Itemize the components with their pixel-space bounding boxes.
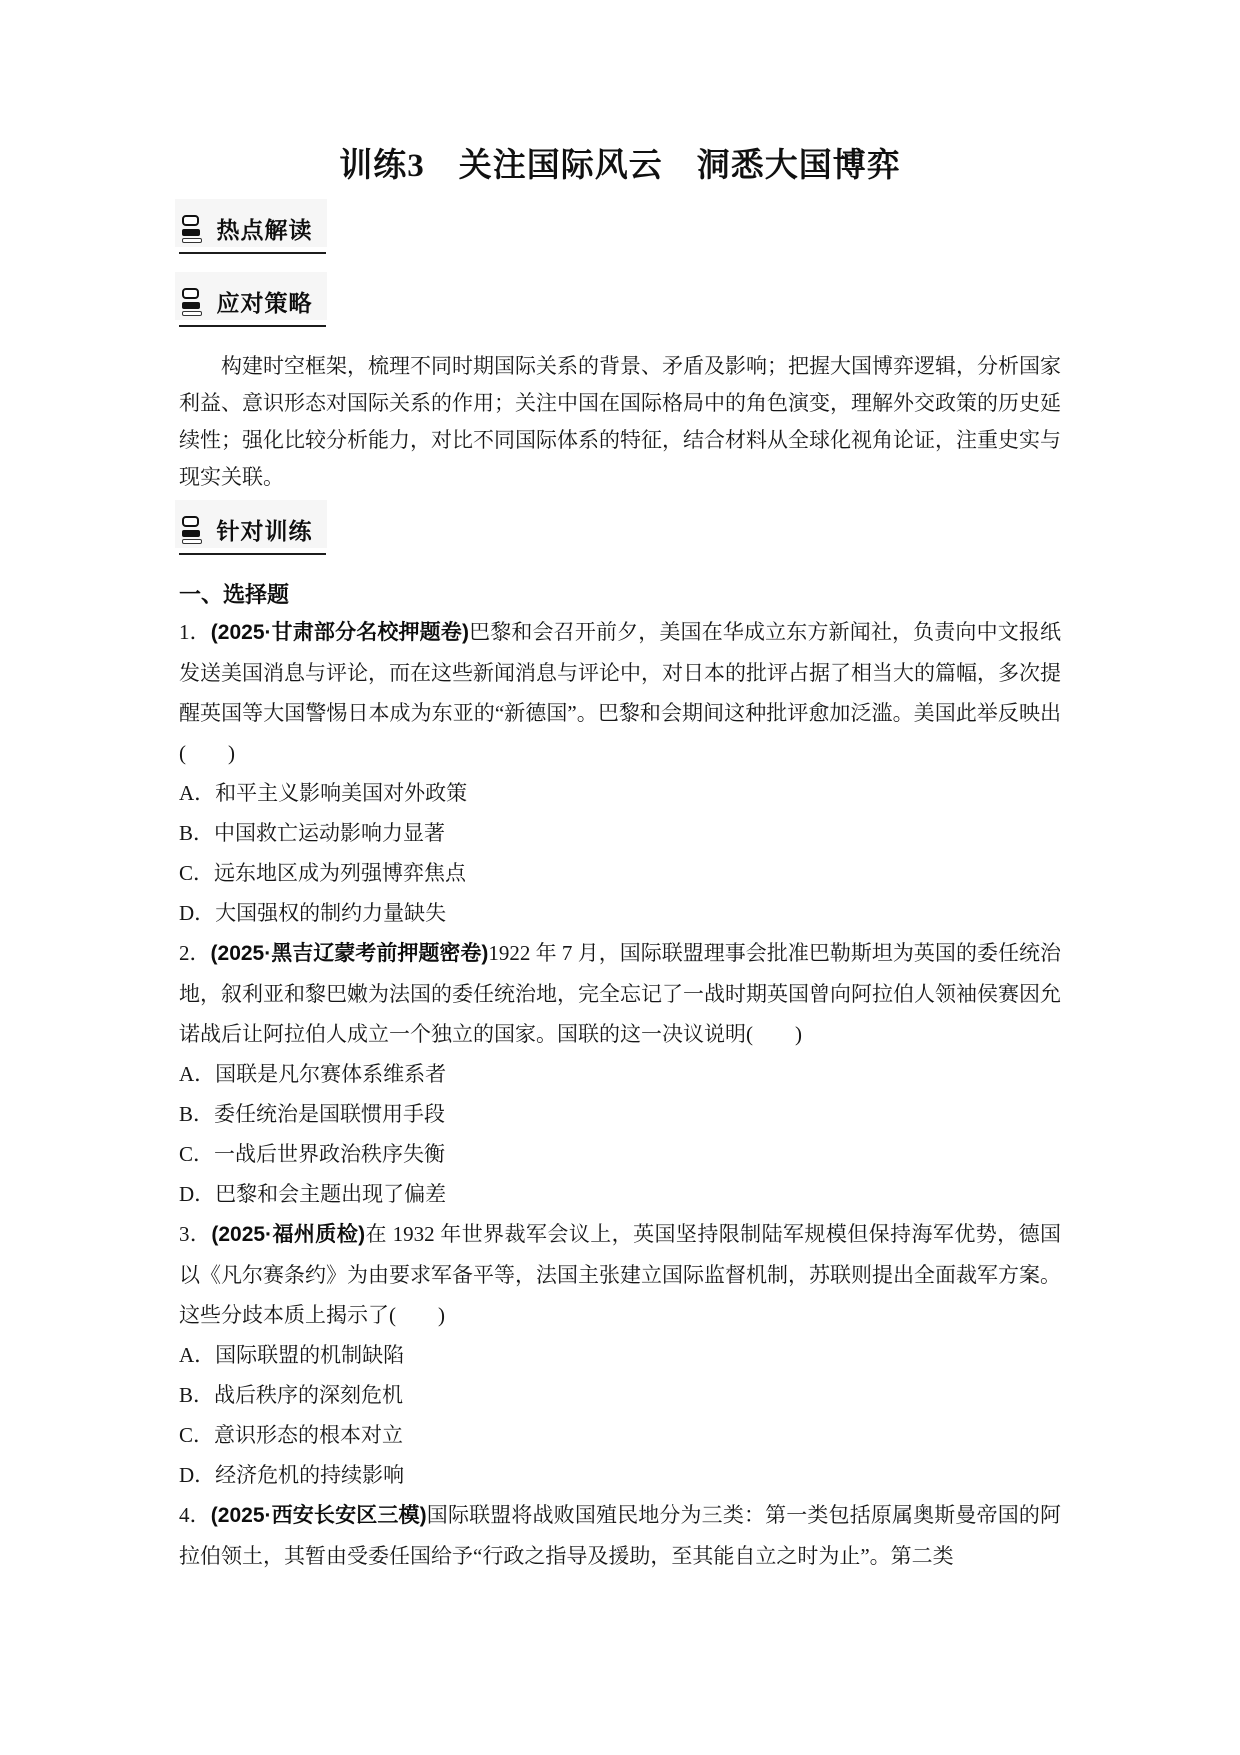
booklet-icon-band [182,229,200,236]
choice-section-heading: 一、选择题 [179,582,290,607]
booklet-icon-band [182,530,200,537]
question-number: 3． [179,1222,212,1246]
question-source: (2025·福州质检) [211,1223,366,1246]
booklet-icon-band [182,302,200,309]
strategy-paragraph: 构建时空框架，梳理不同时期国际关系的背景、矛盾及影响；把握大国博弈逻辑，分析国家利益、意识形态对国际关系的作用；关注中国在国际格局中的角色演变，理解外交政策的历史延续性；强化比较分析能力，对比不同国际体系的特征，结合材料从全球化视角论证，注重史实与现实关联。 [179,354,1061,489]
question-number: 2． [179,941,211,965]
question-3-option-d: D．经济危机的持续影响 [179,1463,405,1487]
question-number: 4． [179,1503,211,1527]
section-title-strategy: 应对策略 [216,290,313,316]
question-text: 在 1932 年世界裁军会议上，英国坚持限制陆军规模但保持海军优势，德国以《凡尔赛条约》为由要求军备平等，法国主张建立国际监督机制，苏联则提出全面裁军方案。这些分歧本质上揭示了( ) [179,1222,1062,1327]
question-4-stem [179,1495,1061,1576]
question-2-stem [179,933,1061,1054]
page-title: 训练3 关注国际风云 洞悉大国博弈 [339,148,901,184]
section-header-strategy [179,288,326,327]
section-strategy [179,288,1061,327]
question-1-option-a: A．和平主义影响美国对外政策 [179,781,468,805]
document-content [179,0,1061,1576]
booklet-icon [181,215,201,242]
section-header-practice [179,516,326,555]
question-list [179,612,1061,1576]
question-source: (2025·甘肃部分名校押题卷) [210,621,469,644]
booklet-icon-base [182,539,202,544]
booklet-icon [181,288,201,315]
question-3-option-a: A．国际联盟的机制缺陷 [179,1343,405,1367]
question-2 [179,933,1061,1214]
section-title-hotspot: 热点解读 [216,217,313,243]
booklet-icon-base [182,238,202,243]
booklet-icon-top [182,288,199,299]
question-1-option-d: D．大国强权的制约力量缺失 [179,901,447,925]
question-source: (2025·黑吉辽蒙考前押题密卷) [210,942,489,965]
question-2-option-c: C．一战后世界政治秩序失衡 [179,1142,446,1166]
question-2-option-d: D．巴黎和会主题出现了偏差 [179,1182,447,1206]
section-title-practice: 针对训练 [216,518,313,544]
question-source: (2025·西安长安区三模) [210,1504,427,1527]
question-3-stem [179,1214,1061,1335]
question-3 [179,1214,1061,1495]
question-1-option-c: C．远东地区成为列强博弈焦点 [179,861,467,885]
section-header-hotspot [179,215,326,254]
booklet-icon-base [182,311,202,316]
question-2-option-a: A．国联是凡尔赛体系维系者 [179,1062,447,1086]
question-text: 巴黎和会召开前夕，美国在华成立东方新闻社，负责向中文报纸发送美国消息与评论，而在这些新闻消息与评论中，对日本的批评占据了相当大的篇幅，多次提醒英国等大国警惕日本成为东亚的“新德国”。巴黎和会期间这种批评愈加泛滥。美国此举反映出( ) [179,620,1062,765]
section-practice [179,516,1061,555]
question-4 [179,1495,1061,1576]
question-text: 国际联盟将战败国殖民地分为三类：第一类包括原属奥斯曼帝国的阿拉伯领土，其暂由受委任国给予“行政之指导及援助，至其能自立之时为止”。第二类 [179,1503,1062,1568]
booklet-icon-top [182,215,199,226]
question-1-option-b: B．中国救亡运动影响力显著 [179,821,446,845]
question-text: 1922 年 7 月，国际联盟理事会批准巴勒斯坦为英国的委任统治地，叙利亚和黎巴嫩为法国的委任统治地，完全忘记了一战时期英国曾向阿拉伯人领袖侯赛因允诺战后让阿拉伯人成立一个独立的国家。国联的这一决议说明( ) [179,941,1062,1046]
question-2-option-b: B．委任统治是国联惯用手段 [179,1102,446,1126]
question-1-stem [179,612,1061,773]
question-3-option-b: B．战后秩序的深刻危机 [179,1383,404,1407]
question-number: 1． [179,620,211,644]
question-3-option-c: C．意识形态的根本对立 [179,1423,404,1447]
booklet-icon [181,516,201,543]
question-1 [179,612,1061,933]
section-hotspot [179,215,1061,254]
booklet-icon-top [182,516,199,527]
